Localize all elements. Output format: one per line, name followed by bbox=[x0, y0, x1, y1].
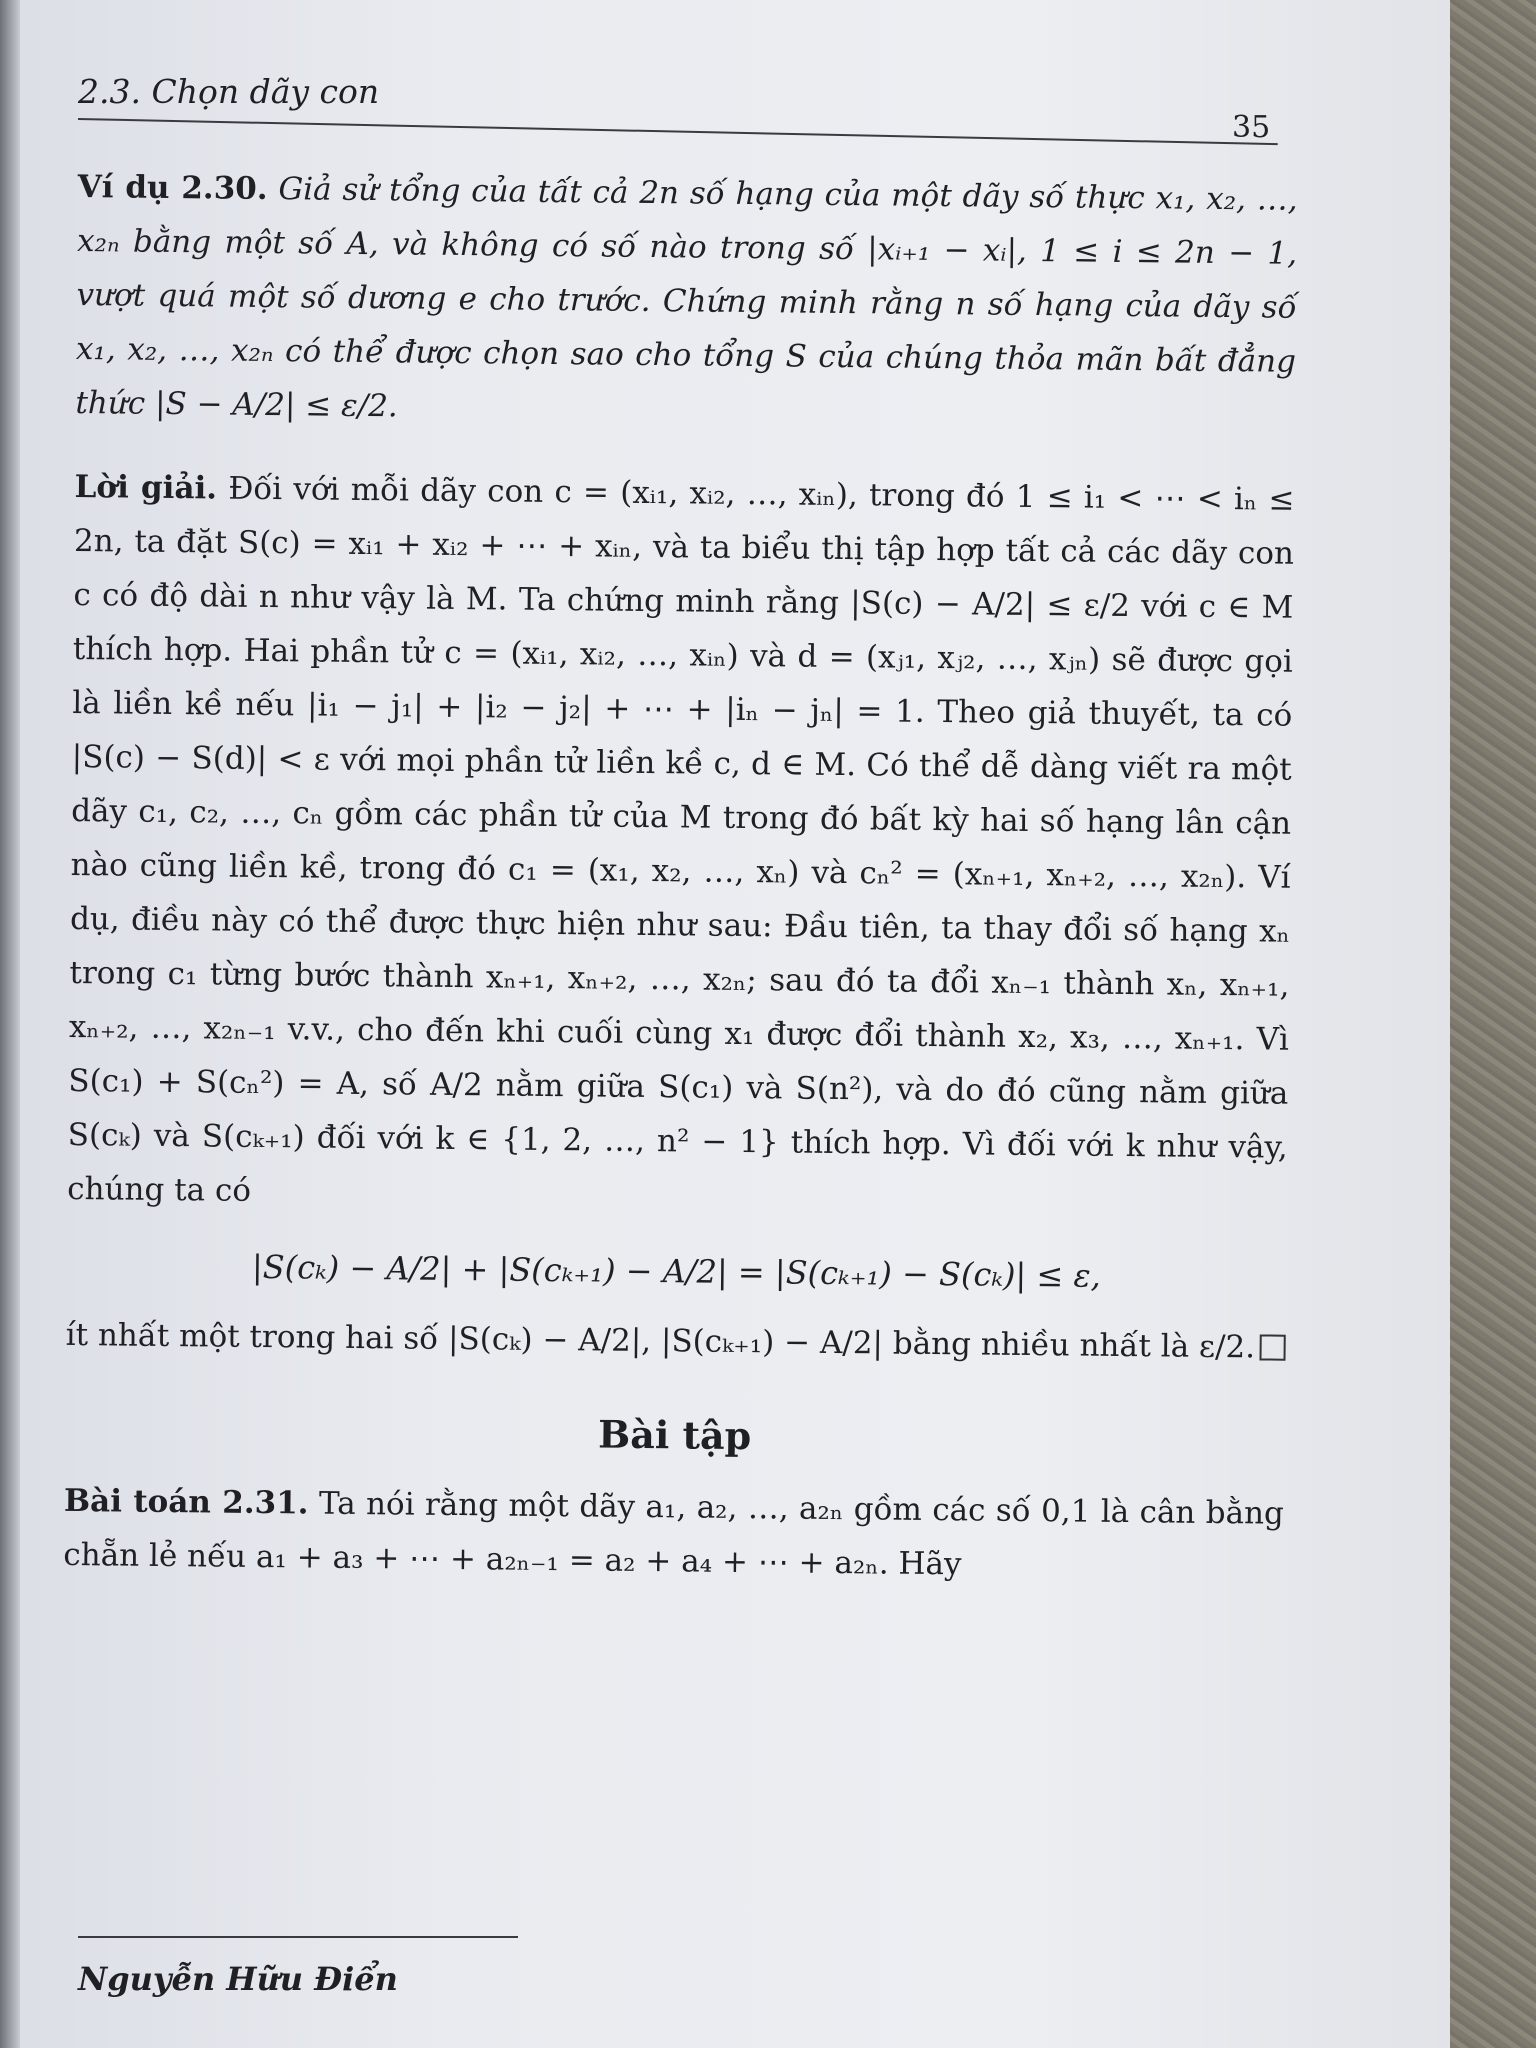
book-page bbox=[20, 0, 1450, 2048]
display-equation: |S(cₖ) − A/2| + |S(cₖ₊₁) − A/2| = |S(cₖ₊₁) − S(cₖ)| ≤ ε, bbox=[251, 1247, 1101, 1295]
conclusion-text: ít nhất một trong hai số |S(cₖ) − A/2|, |S(cₖ₊₁) − A/2| bằng nhiều nhất là ε/2. bbox=[65, 1316, 1256, 1366]
example-paragraph bbox=[75, 160, 1298, 443]
problem-text: Ta nói rằng một dãy a₁, a₂, …, a₂ₙ gồm các số 0,1 là cân bằng chẵn lẻ nếu a₁ + a₃ + ⋯ + a₂ₙ₋₁ = a₂ + a₄ + ⋯ + a₂ₙ. Hãy bbox=[63, 1485, 1285, 1583]
book-spine-shadow bbox=[0, 0, 20, 2048]
page-number: 35 bbox=[1232, 110, 1271, 145]
page-content bbox=[63, 160, 1298, 1595]
running-title: 2.3. Chọn dãy con bbox=[78, 72, 380, 111]
example-text: Giả sử tổng của tất cả 2n số hạng của một dãy số thực x₁, x₂, …, x₂ₙ bằng một số A, và không có số nào trong số |xᵢ₊₁ − xᵢ|, 1 ≤ i ≤ 2n − 1, vượt quá một số dương e cho trước. Chứng minh rằng n số hạng của dãy số x₁, x₂, …, x₂ₙ có thể được chọn sao cho tổng S của chúng thỏa mãn bất đẳng thức |S − A/2| ≤ ε/2. bbox=[75, 171, 1298, 425]
conclusion-paragraph bbox=[65, 1308, 1285, 1375]
example-label: Ví dụ 2.30. bbox=[77, 168, 268, 207]
table-surface bbox=[1450, 0, 1536, 2048]
solution-text: Đối với mỗi dãy con c = (xᵢ₁, xᵢ₂, …, xᵢₙ), trong đó 1 ≤ i₁ < ⋯ < iₙ ≤ 2n, ta đặt S(c) = xᵢ₁ + xᵢ₂ + ⋯ + xᵢₙ, và ta biểu thị tập hợp tất cả các dãy con c có độ dài n như vậy là M. Ta chứng minh rằng |S(c) − A/2| ≤ ε/2 với c ∈ M thích hợp. Hai phần tử c = (xᵢ₁, xᵢ₂, …, xᵢₙ) và d = (xⱼ₁, xⱼ₂, …, xⱼₙ) sẽ được gọi là liền kề nếu |i₁ − j₁| + |i₂ − j₂| + ⋯ + |iₙ − jₙ| = 1. Theo giả thuyết, ta có |S(c) − S(d)| < ε với mọi phần tử liền kề c, d ∈ M. Có thể dễ dàng viết ra một dãy c₁, c₂, …, cₙ gồm các phần tử của M trong đó bất kỳ hai số hạng lân cận nào cũng liền kề, trong đó c₁ = (x₁, x₂, …, xₙ) và cₙ² = (xₙ₊₁, xₙ₊₂, …, x₂ₙ). Ví dụ, điều này có thể được thực hiện như sau: Đầu tiên, ta thay đổi số hạng xₙ trong c₁ từng bước thành xₙ₊₁, xₙ₊₂, …, x₂ₙ; sau đó ta đổi xₙ₋₁ thành xₙ, xₙ₊₁, xₙ₊₂, …, x₂ₙ₋₁ v.v., cho đến khi cuối cùng x₁ được đổi thành x₂, x₃, …, xₙ₊₁. Vì S(c₁) + S(cₙ²) = A, số A/2 nằm giữa S(c₁) và S(n²), và do đó cũng nằm giữa S(cₖ) và S(cₖ₊₁) đối với k ∈ {1, 2, …, n² − 1} thích hợp. Vì đối với k như vậy, chúng ta có bbox=[67, 470, 1295, 1209]
problem-label: Bài toán 2.31. bbox=[63, 1482, 309, 1522]
footer-rule bbox=[78, 1936, 518, 1938]
exercises-title: Bài tập bbox=[597, 1411, 752, 1459]
author-name: Nguyễn Hữu Điển bbox=[78, 1960, 398, 1998]
qed-square-icon bbox=[1259, 1334, 1285, 1360]
solution-paragraph bbox=[67, 460, 1295, 1229]
header-rule bbox=[78, 118, 1278, 145]
problem-paragraph bbox=[63, 1474, 1284, 1595]
solution-label: Lời giải. bbox=[74, 468, 218, 507]
